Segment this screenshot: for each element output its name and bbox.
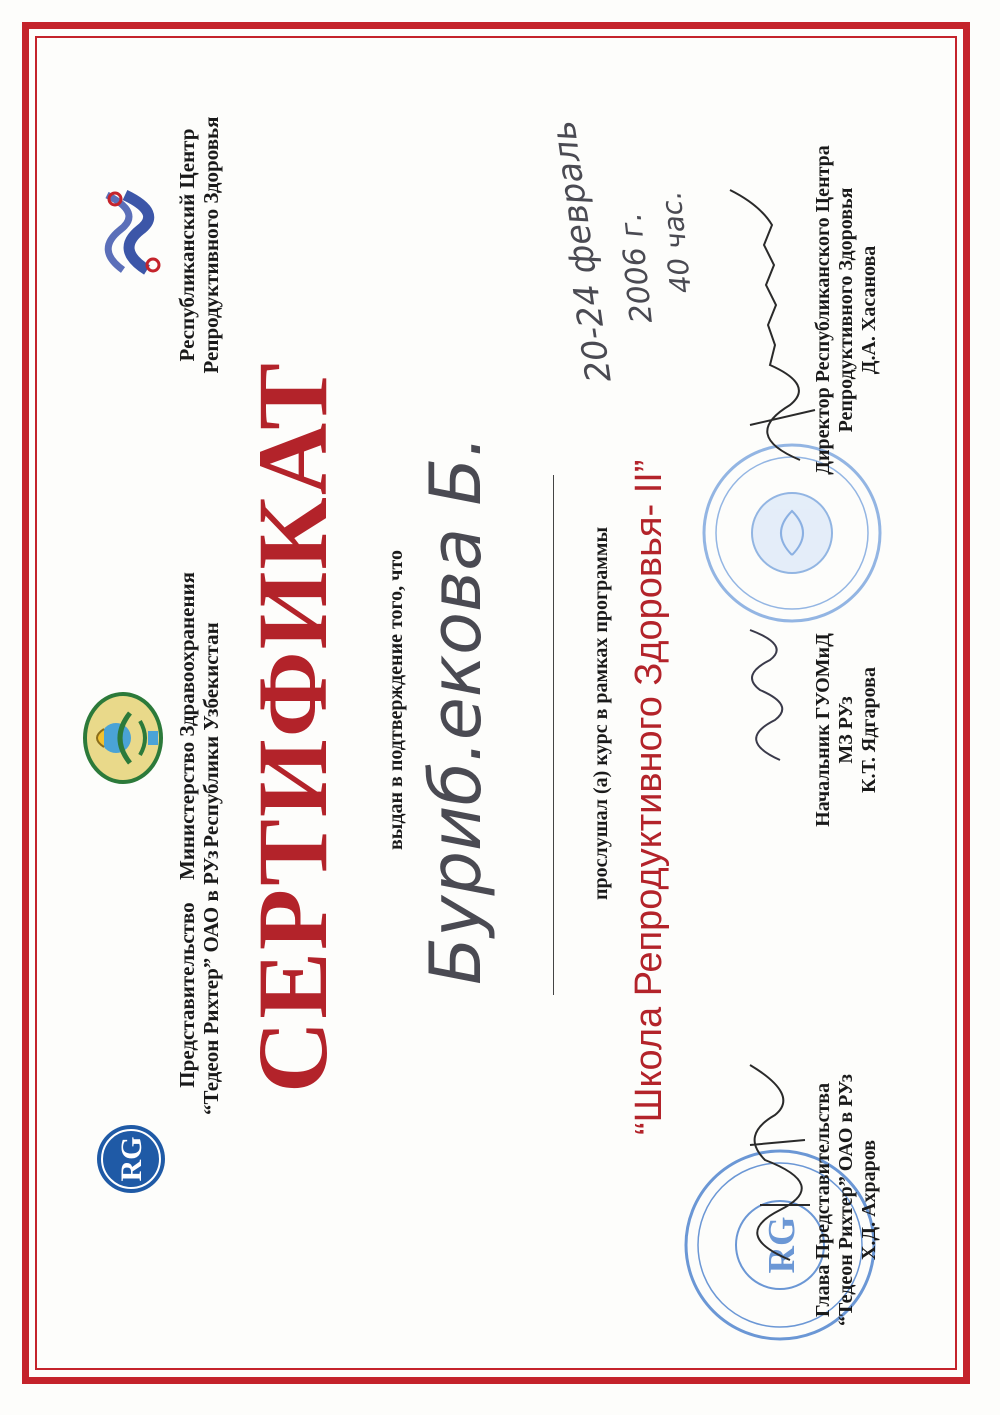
signature-1-name: Х.Д. Ахраров: [858, 1139, 880, 1261]
rg-logo-icon: [95, 1123, 167, 1195]
signature-2-position: Начальник ГУОМиД: [812, 633, 834, 827]
recipient-underline: [553, 475, 554, 995]
right-org-line2: Репродуктивного Здоровья: [199, 116, 223, 374]
signature-block-1: [812, 1030, 881, 1370]
signature-3-position: Директор Республиканского Центра: [812, 145, 834, 475]
handwritten-dates-line1: 20-24 февраль: [543, 118, 620, 385]
signature-block-3: [812, 75, 881, 545]
right-org-line1: Республиканский Центр: [175, 128, 199, 362]
signature-3-organization: Репродуктивного Здоровья: [835, 187, 857, 433]
recipient-name-handwritten: Буриб.екова Б.: [415, 435, 497, 985]
handwritten-dates-line3: 40 час.: [654, 189, 698, 295]
signature-2-name: К.Т. Ядгарова: [858, 667, 880, 793]
signature-1-organization: “Тедеон Рихтер” ОАО в РУз: [835, 1074, 857, 1326]
left-org-name: [175, 850, 223, 1115]
signature-1-mark: [720, 1045, 820, 1265]
handwritten-dates-line2: 2006 г.: [613, 210, 660, 325]
left-org-line2: “Тедеон Рихтер” ОАО в РУз: [199, 850, 223, 1115]
center-org-line1: Министерство Здравоохранения: [175, 571, 199, 880]
signature-1-position: Глава Представительства: [812, 1082, 834, 1318]
issued-line: выдан в подтверждение того, что: [385, 550, 407, 850]
svg-text:RG: RG: [761, 1216, 803, 1274]
reproductive-health-logo-icon: [95, 190, 175, 275]
certificate-title: СЕРТИФИКАТ: [237, 360, 348, 1093]
signature-block-2: [812, 600, 881, 860]
course-line: прослушал (а) курс в рамках программы: [590, 526, 612, 900]
signature-3-name: Д.А. Хасанова: [858, 245, 880, 375]
svg-text:RG: RG: [115, 1136, 148, 1182]
center-org-name: [175, 571, 223, 880]
program-name: “Школа Репродуктивного Здоровья- II”: [628, 459, 670, 1135]
center-org-line2: Республики Узбекистан: [199, 622, 223, 848]
uzbekistan-emblem-icon: [80, 690, 165, 785]
right-org-name: [175, 80, 223, 410]
signature-2-mark: [725, 625, 805, 765]
left-org-line1: Представительство: [175, 902, 199, 1088]
signature-2-organization: МЗ РУз: [835, 696, 857, 764]
